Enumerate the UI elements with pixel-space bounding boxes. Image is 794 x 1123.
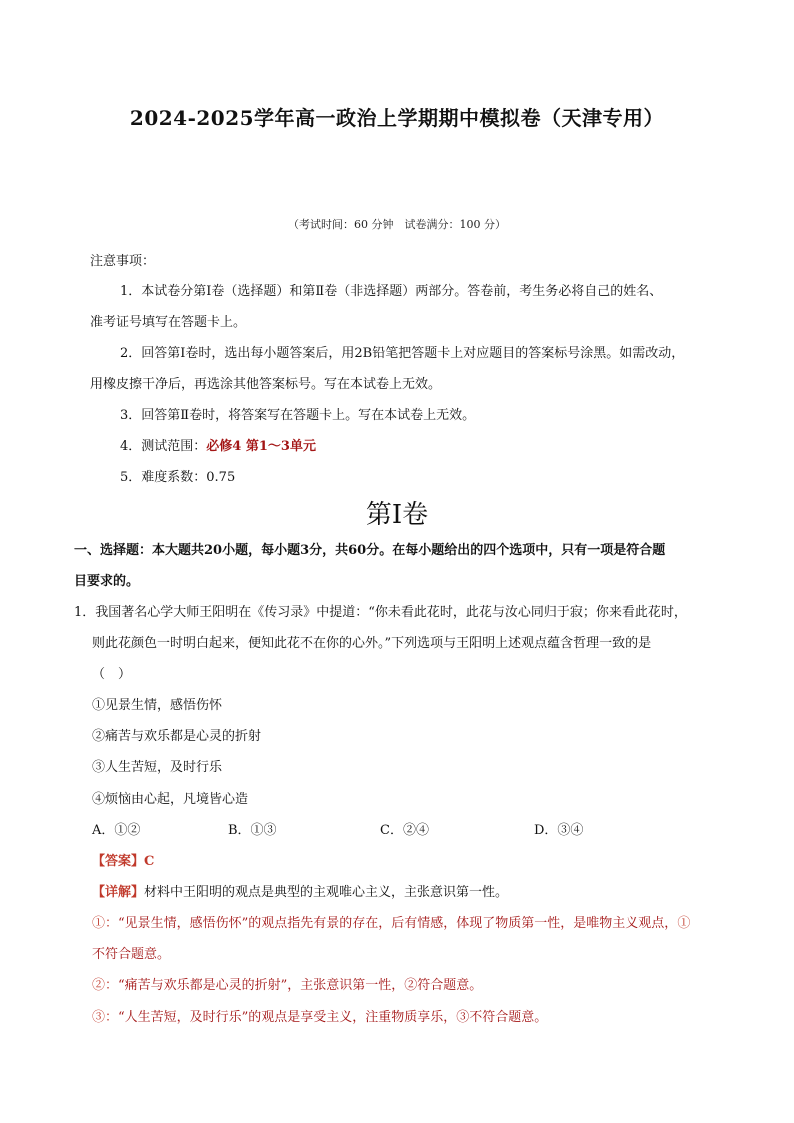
detail-text: 材料中王阳明的观点是典型的主观唯心主义，主张意识第一性。 [144, 885, 509, 900]
note-3: 3．回答第Ⅱ卷时，将答案写在答题卡上。写在本试卷上无效。 [120, 408, 476, 423]
explanation-2-body: “痛苦与欢乐都是心灵的折射”，主张意识第一性，②符合题意。 [118, 978, 483, 993]
explanation-1-body: “见景生情，感悟伤怀”的观点指先有景的存在，后有情感，体现了物质第一性，是唯物主义观点， [118, 916, 678, 931]
statement-3: ③人生苦短，及时行乐 [92, 760, 223, 775]
answer-options [92, 819, 712, 839]
detail-line [92, 881, 508, 900]
instruction-line-1: 一、选择题：本大题共20小题，每小题3分，共60分。在每小题给出的四个选项中，只有一项是符合题 [74, 543, 666, 558]
note-2-line-1: 2．回答第Ⅰ卷时，选出每小题答案后，用2B铅笔把答题卡上对应题目的答案标号涂黑。如需改动， [120, 346, 685, 361]
page-title: 2024-2025学年高一政治上学期期中模拟卷（天津专用） [129, 106, 665, 130]
explanation-3 [92, 1006, 547, 1025]
explanation-1-line-1 [92, 912, 690, 931]
explanation-1-line-2: 不符合题意。 [92, 947, 171, 962]
explanation-1-prefix: ①： [92, 916, 119, 931]
section-title: 第Ⅰ卷 [365, 500, 429, 530]
exam-info: （考试时间：60 分钟 试卷满分：100 分） [288, 218, 506, 231]
explanation-2 [92, 974, 482, 993]
explanation-3-body: “人生苦短，及时行乐”的观点是享受主义，注重物质享乐，③不符合题意。 [118, 1010, 548, 1025]
statement-2: ②痛苦与欢乐都是心灵的折射 [92, 729, 262, 744]
option-a: A．①② [92, 823, 141, 838]
question-1-line-1: 1．我国著名心学大师王阳明在《传习录》中提道：“你未看此花时，此花与汝心同归于寂；你来看此花时， [74, 605, 687, 620]
instruction-line-2: 目要求的。 [74, 574, 140, 589]
answer-value: C [144, 854, 155, 869]
answer-line [92, 850, 154, 869]
notes-heading: 注意事项： [90, 254, 156, 269]
answer-blank: （ ） [92, 667, 132, 682]
detail-label: 【详解】 [92, 885, 145, 900]
answer-label: 【答案】 [92, 854, 145, 869]
note-1-line-2: 准考证号填写在答题卡上。 [90, 315, 247, 330]
question-1-line-2: 则此花颜色一时明白起来，便知此花不在你的心外。”下列选项与王阳明上述观点蕴含哲理一致的是 [92, 636, 652, 651]
statement-1: ①见景生情，感悟伤怀 [92, 698, 223, 713]
note-2-line-2: 用橡皮擦干净后，再选涂其他答案标号。写在本试卷上无效。 [90, 377, 442, 392]
option-c: C．②④ [380, 823, 429, 838]
explanation-2-prefix: ②： [92, 978, 119, 993]
explanation-1-suffix: ① [677, 916, 691, 931]
explanation-3-prefix: ③： [92, 1010, 119, 1025]
option-d: D．③④ [534, 823, 584, 838]
note-4 [120, 435, 316, 454]
statement-4: ④烦恼由心起，凡境皆心造 [92, 792, 249, 807]
note-4-prefix: 4．测试范围： [120, 439, 207, 454]
note-5: 5．难度系数：0.75 [120, 470, 236, 485]
test-scope: 必修4 第1～3单元 [206, 439, 316, 454]
option-b: B．①③ [228, 823, 277, 838]
note-1-line-1: 1．本试卷分第Ⅰ卷（选择题）和第Ⅱ卷（非选择题）两部分。答卷前，考生务必将自己的姓名、 [120, 284, 663, 299]
